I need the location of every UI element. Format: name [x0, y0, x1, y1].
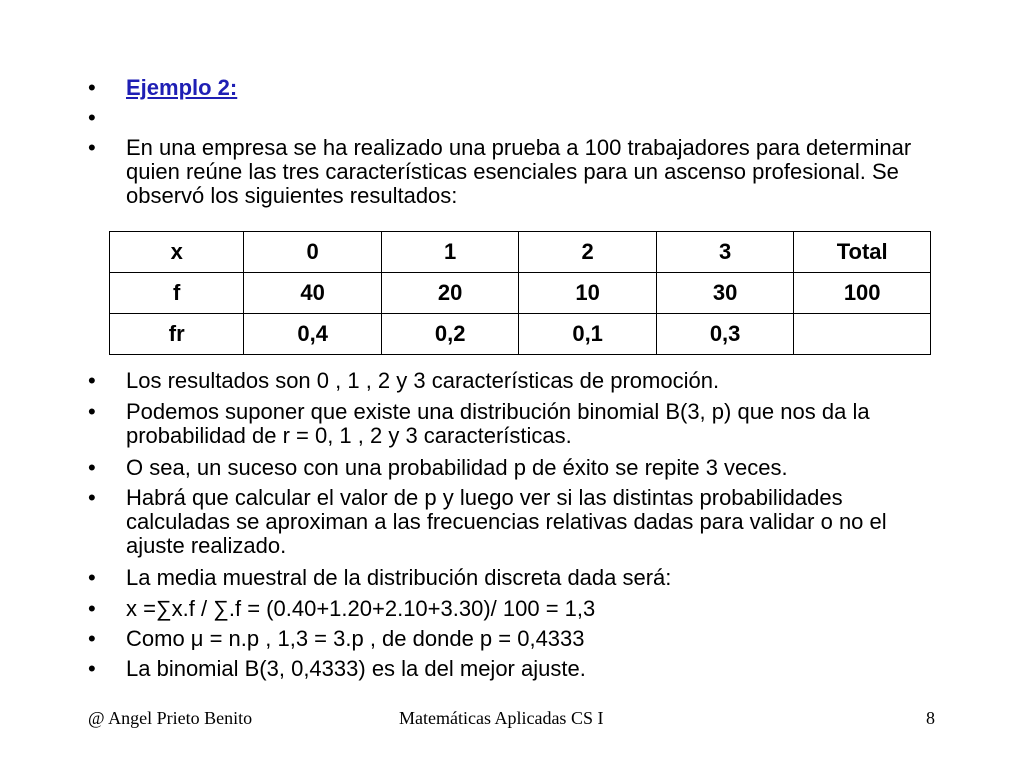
table-row: [110, 314, 931, 355]
table-cell: Total: [794, 232, 931, 273]
table-cell: 0,4: [244, 314, 381, 355]
table-cell: 0,1: [519, 314, 656, 355]
bullet-dot: •: [88, 485, 96, 510]
bullet-text: Los resultados son 0 , 1 , 2 y 3 características de promoción.: [126, 368, 720, 393]
table-cell: [794, 314, 931, 355]
frequency-table: [109, 231, 931, 355]
bullet-text: Habrá que calcular el valor de p y luego ver si las distintas probabilidades calculadas se aproximan a las frecuencias relativas dadas para validar o no el ajuste realizado.: [126, 485, 887, 558]
table-cell: 2: [519, 232, 656, 273]
table-cell: 100: [794, 273, 931, 314]
table-row: [110, 232, 931, 273]
bullet-dot: •: [88, 455, 96, 480]
table-cell: 0,3: [656, 314, 793, 355]
table-cell: 10: [519, 273, 656, 314]
bullet-text: O sea, un suceso con una probabilidad p de éxito se repite 3 veces.: [126, 455, 788, 480]
footer-page-number: 8: [926, 708, 935, 728]
slide-title[interactable]: Ejemplo 2:: [126, 75, 238, 100]
bullet-dot: •: [88, 626, 96, 651]
table-cell: 20: [381, 273, 518, 314]
table-cell: x: [110, 232, 244, 273]
table-row: [110, 273, 931, 314]
bullet-text: Podemos suponer que existe una distribución binomial B(3, p) que nos da la probabilidad de r = 0, 1 , 2 y 3 características.: [126, 399, 870, 448]
bullet-dot: •: [88, 105, 96, 130]
bullet-dot: •: [88, 135, 96, 160]
bullet-dot: •: [88, 399, 96, 424]
table-cell: f: [110, 273, 244, 314]
table-cell: 0,2: [381, 314, 518, 355]
bullet-dot: •: [88, 75, 96, 100]
table-cell: 40: [244, 273, 381, 314]
footer-author: @ Angel Prieto Benito: [88, 708, 253, 728]
bullet-text: La binomial B(3, 0,4333) es la del mejor ajuste.: [126, 656, 586, 681]
intro-text: En una empresa se ha realizado una prueba a 100 trabajadores para determinar quien reúne las tres características esenciales para un ascenso profesional. Se observó los siguientes resultados:: [126, 135, 912, 208]
bullet-text: x =∑x.f / ∑.f = (0.40+1.20+2.10+3.30)/ 100 = 1,3: [126, 596, 596, 621]
table-cell: 3: [656, 232, 793, 273]
bullet-text: La media muestral de la distribución discreta dada será:: [126, 565, 672, 590]
bullet-dot: •: [88, 656, 96, 681]
table-cell: 30: [656, 273, 793, 314]
table-cell: 1: [381, 232, 518, 273]
table-cell: fr: [110, 314, 244, 355]
table-cell: 0: [244, 232, 381, 273]
bullet-dot: •: [88, 596, 96, 621]
bullet-text: Como μ = n.p , 1,3 = 3.p , de donde p = 0,4333: [126, 626, 585, 651]
bullet-dot: •: [88, 565, 96, 590]
bullet-dot: •: [88, 368, 96, 393]
footer-course: Matemáticas Aplicadas CS I: [399, 708, 604, 728]
